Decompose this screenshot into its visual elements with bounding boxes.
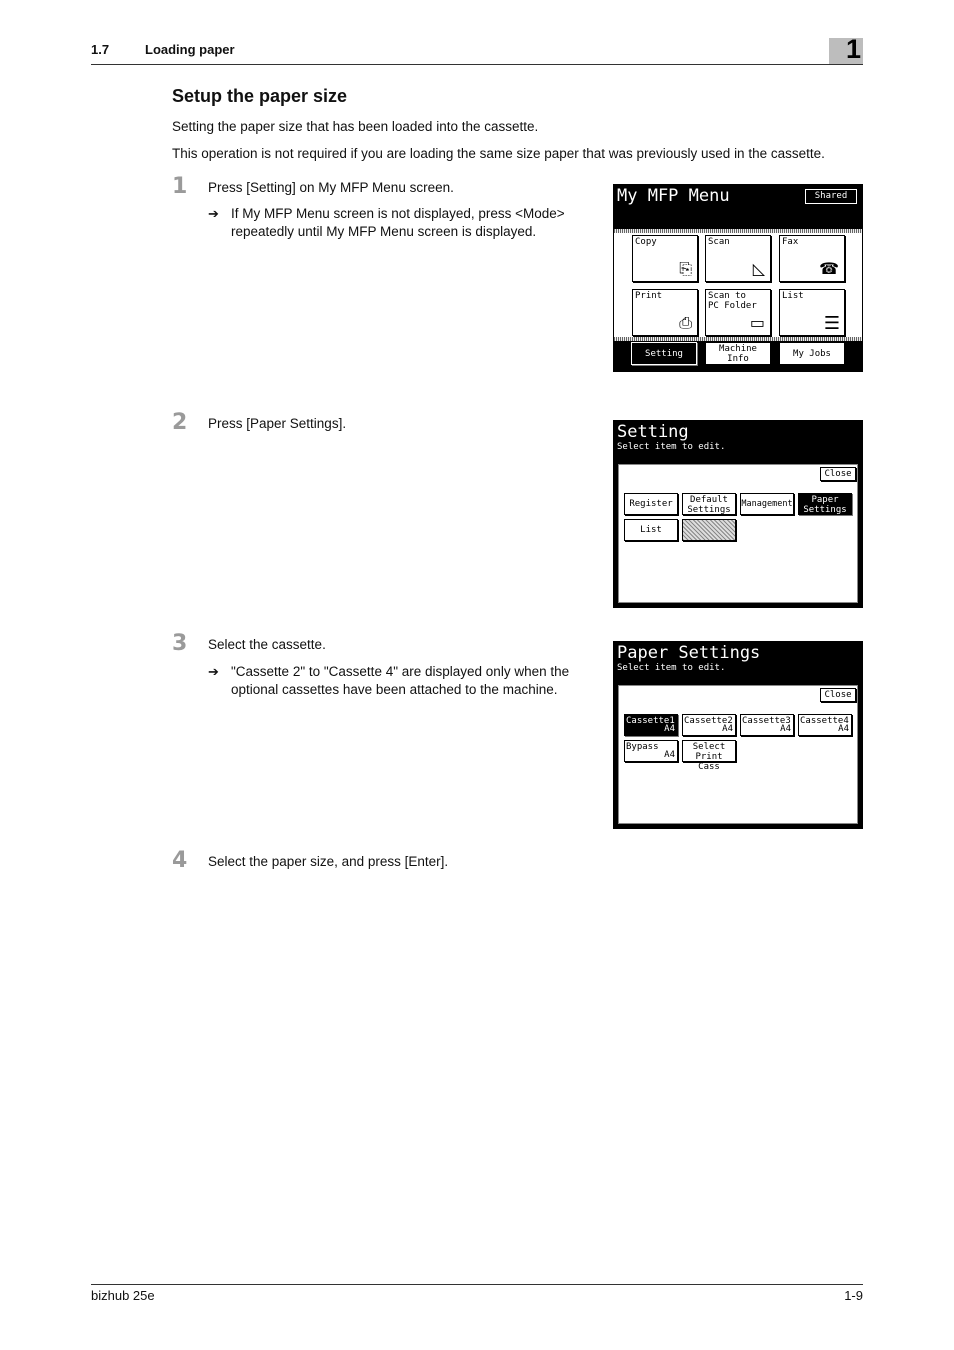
scan-to-pc-folder-line-1: Scan to — [708, 291, 746, 301]
machine-info-button[interactable] — [705, 342, 771, 365]
cassette1-button[interactable] — [624, 714, 678, 736]
paper-settings-line-1: Paper — [811, 495, 839, 505]
step-text-2: Press [Paper Settings]. — [208, 416, 347, 431]
step-note-3-line-2: optional cassettes have been attached to the machine. — [231, 681, 558, 697]
arrow-icon: ➔ — [208, 664, 219, 679]
close-button-label: Close — [824, 469, 852, 479]
list-tile[interactable] — [779, 289, 845, 336]
default-settings-button[interactable] — [682, 493, 736, 515]
paper-settings-line-2: Settings — [803, 505, 847, 515]
scan-icon: ◺ — [752, 259, 765, 278]
step-number-2: 2 — [172, 410, 188, 435]
print-tile[interactable] — [632, 289, 698, 336]
screen-my-mfp-menu — [613, 184, 863, 372]
intro-paragraph-1: Setting the paper size that has been loaded into the cassette. — [172, 119, 539, 134]
screen2-title: Setting — [617, 422, 689, 442]
register-button[interactable] — [624, 493, 678, 515]
step-text-4: Select the paper size, and press [Enter]. — [208, 854, 449, 869]
copy-icon: ⎘ — [679, 259, 692, 278]
scan-tile-label: Scan — [708, 237, 730, 247]
fax-icon: ☎ — [819, 259, 839, 278]
screen-setting — [613, 420, 863, 608]
management-button[interactable] — [740, 493, 794, 515]
setting-button[interactable] — [631, 342, 697, 365]
scan-to-pc-folder-tile[interactable] — [705, 289, 771, 336]
step-note-1-line-1: If My MFP Menu screen is not displayed, press <Mode> — [231, 206, 565, 221]
select-print-cassette-line-2: Print Cass — [695, 752, 723, 772]
step-number-4: 4 — [172, 848, 188, 873]
cassette3-size: A4 — [780, 724, 791, 734]
screen1-title: My MFP Menu — [617, 186, 730, 206]
cassette2-button[interactable] — [682, 714, 736, 736]
cassette1-size: A4 — [664, 724, 675, 734]
section-number: 1.7 — [91, 42, 110, 57]
cassette4-size: A4 — [838, 724, 849, 734]
header-divider — [91, 64, 863, 65]
folder-icon: ▭ — [749, 313, 765, 332]
printer-icon: ⎙ — [679, 313, 692, 332]
bypass-size: A4 — [664, 750, 675, 760]
machine-info-line-1: Machine — [719, 344, 757, 354]
step-number-1: 1 — [172, 174, 188, 199]
my-jobs-button[interactable] — [779, 342, 845, 365]
cassette2-name: Cassette2 — [684, 716, 733, 726]
section-title-header: Loading paper — [145, 42, 235, 57]
list-button-label: List — [640, 525, 662, 535]
footer-page-number: 1-9 — [844, 1288, 863, 1303]
disabled-button — [682, 519, 736, 541]
fax-tile[interactable] — [779, 235, 845, 282]
scan-to-pc-folder-line-2: PC Folder — [708, 301, 757, 311]
bypass-name: Bypass — [626, 742, 659, 752]
close-button[interactable] — [820, 688, 856, 702]
cassette3-name: Cassette3 — [742, 716, 791, 726]
list-tile-label: List — [782, 291, 804, 301]
fax-tile-label: Fax — [782, 237, 799, 247]
step-note-1-line-2: repeatedly until My MFP Menu screen is displayed. — [231, 223, 537, 239]
copy-tile-label: Copy — [635, 237, 657, 247]
list-button[interactable] — [624, 519, 678, 541]
cassette1-name: Cassette1 — [626, 716, 675, 726]
cassette2-size: A4 — [722, 724, 733, 734]
default-settings-line-1: Default — [690, 495, 728, 505]
screen3-subtitle: Select item to edit. — [617, 663, 726, 673]
step-note-1 — [231, 205, 603, 240]
cassette4-name: Cassette4 — [800, 716, 849, 726]
screen1-hatch-bottom — [614, 337, 862, 341]
footer-divider — [91, 1284, 863, 1285]
close-button-label: Close — [824, 690, 852, 700]
close-button[interactable] — [820, 467, 856, 481]
footer-model: bizhub 25e — [91, 1288, 155, 1303]
scan-tile[interactable] — [705, 235, 771, 282]
management-button-label: Management — [741, 499, 793, 509]
machine-info-line-2: Info — [727, 354, 749, 364]
page-title: Setup the paper size — [172, 86, 348, 106]
step-number-3: 3 — [172, 631, 188, 656]
screen2-subtitle: Select item to edit. — [617, 442, 726, 452]
my-jobs-button-label: My Jobs — [793, 349, 831, 359]
list-icon: ☰ — [823, 313, 840, 334]
screen-paper-settings — [613, 641, 863, 829]
register-button-label: Register — [629, 499, 673, 509]
step-note-3 — [231, 663, 603, 698]
select-print-cassette-button[interactable] — [682, 740, 736, 772]
intro-paragraph-2: This operation is not required if you are loading the same size paper that was previously used in the cassette. — [172, 146, 825, 161]
default-settings-line-2: Settings — [687, 505, 731, 515]
cassette4-button[interactable] — [798, 714, 852, 736]
select-print-cassette-line-1: Select — [692, 742, 726, 752]
setting-button-label: Setting — [645, 349, 683, 359]
shared-badge: Shared — [805, 189, 857, 204]
step-text-3: Select the cassette. — [208, 637, 326, 652]
bypass-button[interactable] — [624, 740, 678, 762]
cassette3-button[interactable] — [740, 714, 794, 736]
chapter-number: 1 — [845, 34, 861, 64]
paper-settings-button[interactable] — [798, 493, 852, 515]
copy-tile[interactable] — [632, 235, 698, 282]
scan-to-pc-folder-label — [708, 291, 757, 311]
step-note-3-line-1: "Cassette 2" to "Cassette 4" are displayed only when the — [231, 664, 570, 679]
arrow-icon: ➔ — [208, 206, 219, 221]
print-tile-label: Print — [635, 291, 663, 301]
screen3-title: Paper Settings — [617, 643, 761, 663]
step-text-1: Press [Setting] on My MFP Menu screen. — [208, 180, 454, 195]
